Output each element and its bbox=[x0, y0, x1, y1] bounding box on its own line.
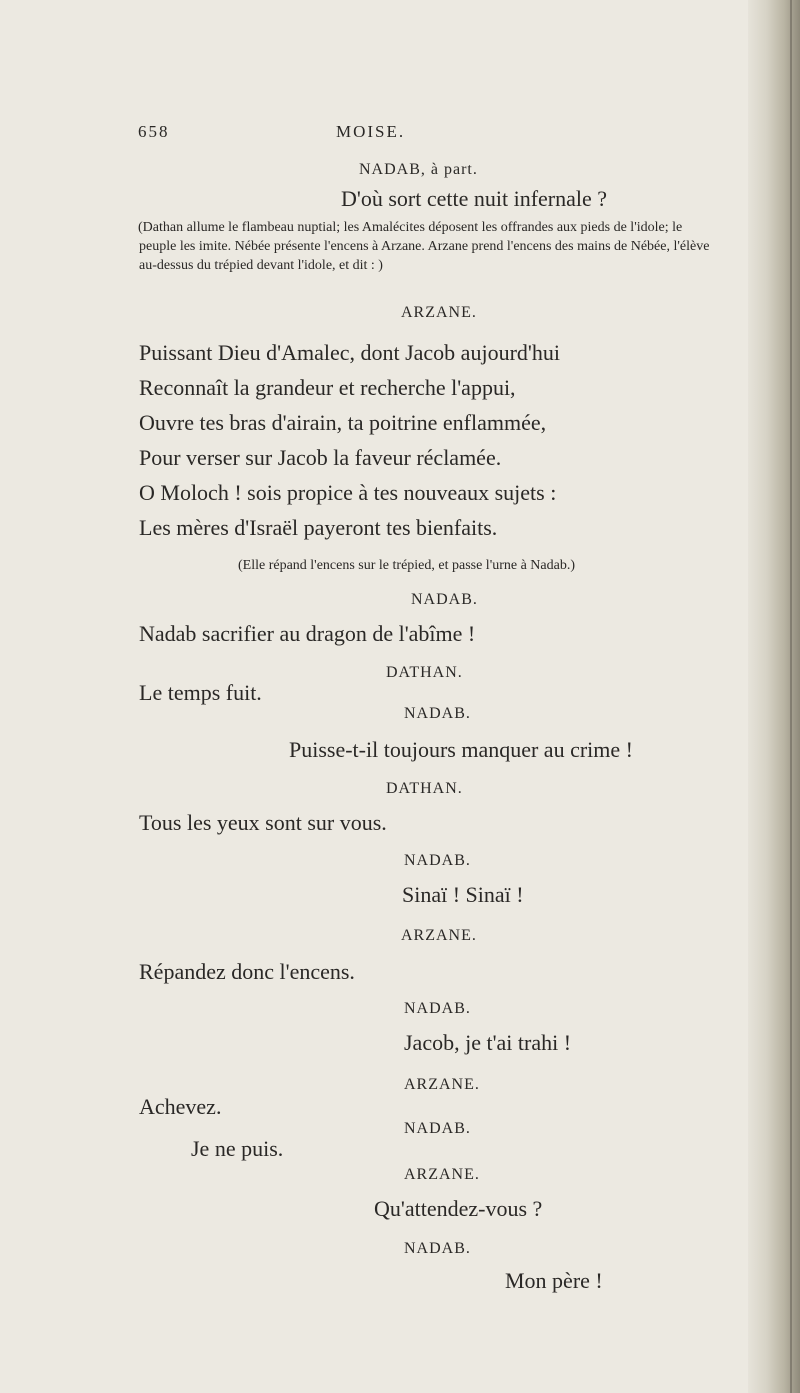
verse-line: Tous les yeux sont sur vous. bbox=[139, 810, 387, 835]
stage-direction: (Elle répand l'encens sur le trépied, et passe l'urne à Nadab.) bbox=[238, 558, 576, 573]
binding-shadow bbox=[790, 0, 792, 1393]
verse-line: Mon père ! bbox=[505, 1268, 603, 1293]
running-title: MOISE. bbox=[336, 122, 406, 141]
verse-line: Répandez donc l'encens. bbox=[139, 959, 355, 984]
verse-line: Le temps fuit. bbox=[139, 680, 262, 705]
verse-line: O Moloch ! sois propice à tes nouveaux sujets : bbox=[139, 480, 557, 505]
speaker-label: ARZANE. bbox=[404, 1076, 480, 1093]
verse-line: Qu'attendez-vous ? bbox=[374, 1196, 543, 1221]
speaker-label: NADAB. bbox=[411, 591, 478, 608]
verse-line: Puissant Dieu d'Amalec, dont Jacob aujourd'hui bbox=[139, 340, 560, 365]
speaker-label: NADAB. bbox=[404, 1120, 471, 1137]
speaker-label: NADAB. bbox=[404, 1000, 471, 1017]
verse-line: Reconnaît la grandeur et recherche l'appui, bbox=[139, 375, 516, 400]
verse-line: Nadab sacrifier au dragon de l'abîme ! bbox=[139, 621, 476, 646]
verse-line: Pour verser sur Jacob la faveur réclamée. bbox=[139, 445, 502, 470]
speaker-label: NADAB. bbox=[404, 852, 471, 869]
verse-line: Achevez. bbox=[139, 1094, 222, 1119]
speaker-label: DATHAN. bbox=[386, 780, 463, 797]
verse-line: Jacob, je t'ai trahi ! bbox=[404, 1030, 572, 1055]
speaker-label: DATHAN. bbox=[386, 664, 463, 681]
verse-line: Ouvre tes bras d'airain, ta poitrine enflammée, bbox=[139, 410, 547, 435]
speaker-label: ARZANE. bbox=[401, 927, 477, 944]
speaker-label: NADAB, à part. bbox=[359, 161, 478, 178]
verse-line: Puisse-t-il toujours manquer au crime ! bbox=[289, 737, 633, 762]
verse-line: Les mères d'Israël payeront tes bienfaits. bbox=[139, 515, 498, 540]
speaker-label: NADAB. bbox=[404, 1240, 471, 1257]
speaker-label: ARZANE. bbox=[404, 1166, 480, 1183]
stage-direction: (Dathan allume le flambeau nuptial; les Amalécites déposent les offrandes aux pieds de l'idole; le peuple les imite. Nébée présente l'encens à Arzane. Arzane prend l'encens des mains de Nébée, l'élève au-dessus du trépied devant l'idole, et dit : ) bbox=[138, 220, 710, 273]
verse-line: Sinaï ! Sinaï ! bbox=[402, 882, 524, 907]
page-number: 658 bbox=[138, 122, 170, 141]
page-edge bbox=[748, 0, 800, 1393]
verse-line: D'où sort cette nuit infernale ? bbox=[341, 186, 608, 211]
speaker-label: NADAB. bbox=[404, 705, 471, 722]
verse-line: Je ne puis. bbox=[191, 1136, 284, 1161]
speaker-label: ARZANE. bbox=[401, 304, 477, 321]
